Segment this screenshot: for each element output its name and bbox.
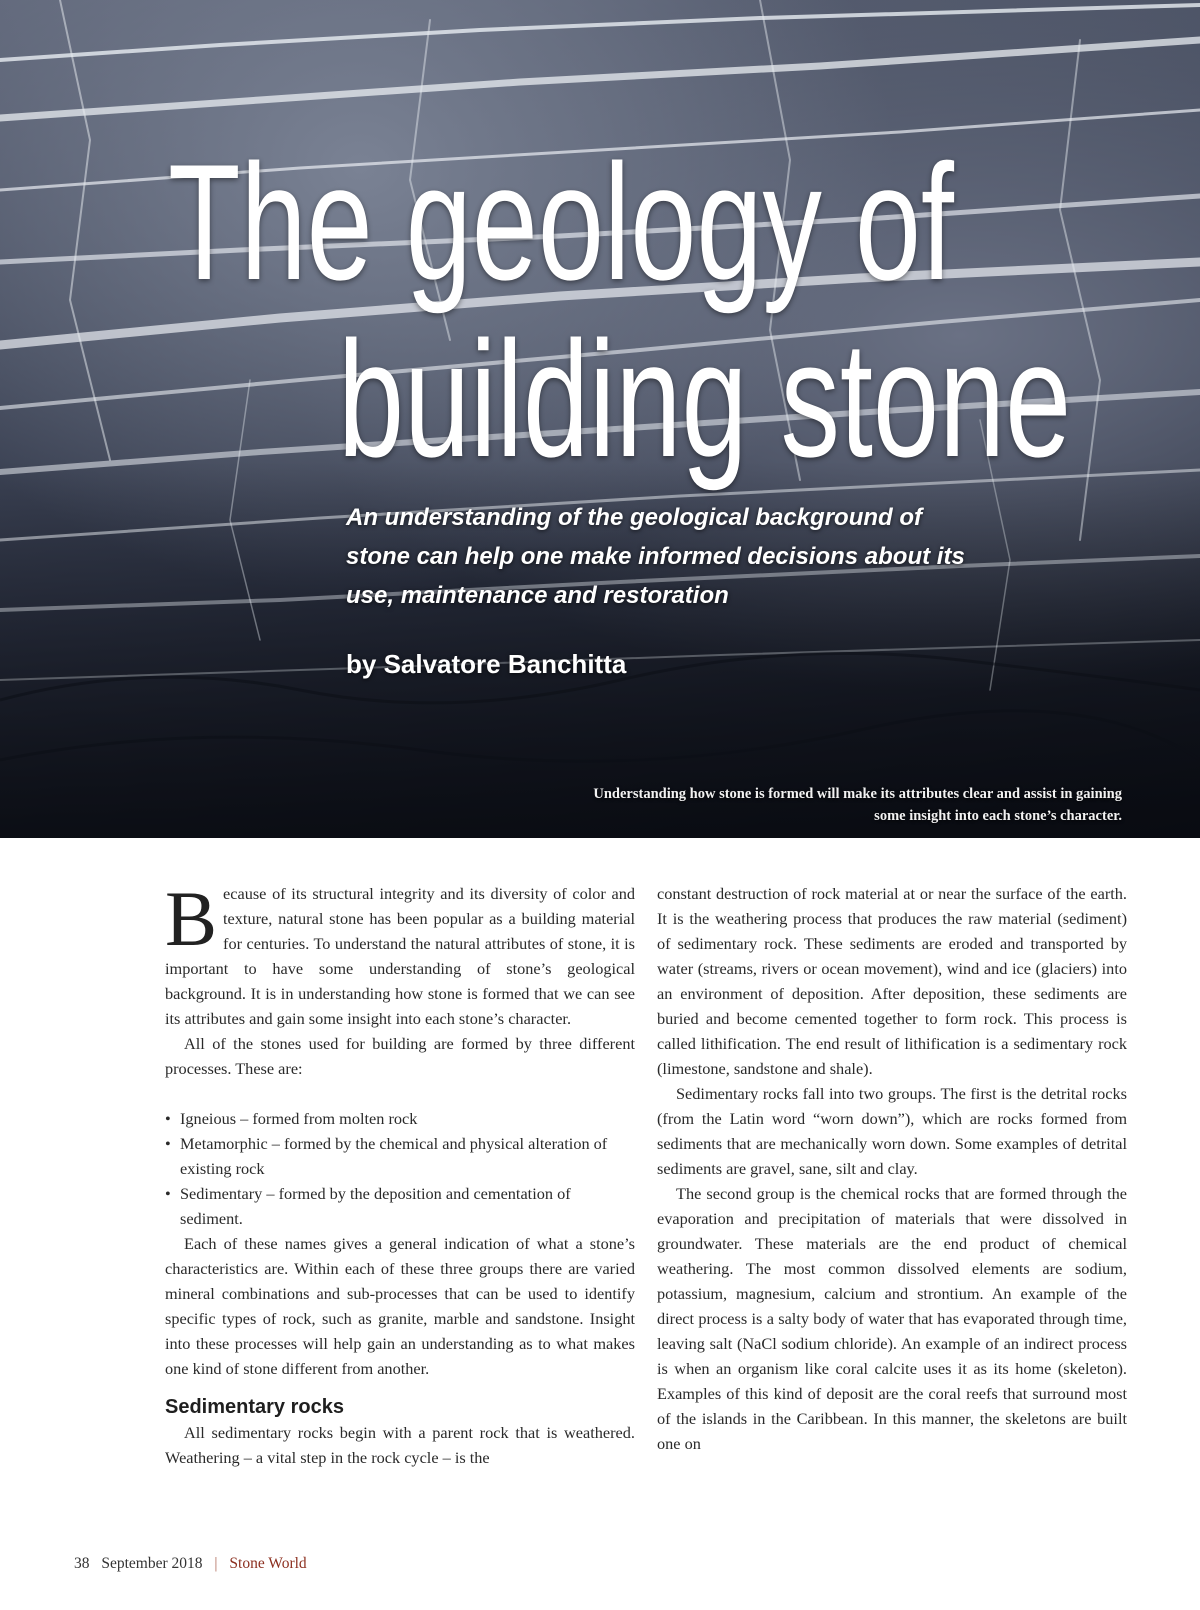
author-byline: by Salvatore Banchitta [346,649,627,679]
article-title-line-1: The geology of [168,130,954,314]
list-item: • Metamorphic – formed by the chemical and physical alteration of existing rock [165,1131,635,1181]
paragraph: constant destruction of rock material at or near the surface of the earth. It is the weathering process that produces the raw material (sediment) of sedimentary rock. These sediments are eroded and transported by water (streams, rivers or ocean movement), wind and ice (glaciers) into an environment of deposition. After deposition, these sediments are buried and become cemented together to form rock. This process is called lithification. The end result of lithification is a sedimentary rock (limestone, sandstone and shale). [657,884,1127,1078]
article-column-right [657,881,1127,1456]
section-heading: Sedimentary rocks [165,1396,344,1418]
paragraph: Sedimentary rocks fall into two groups. The first is the detrital rocks (from the Latin word “worn down”), which are rocks formed from sediments that are mechanically worn down. Some examples of detrital sediments are gravel, sane, silt and clay. [657,1084,1127,1178]
process-list [165,1106,635,1231]
page-number: 38 [74,1555,90,1572]
list-item: • Igneious – formed from molten rock [165,1106,635,1131]
paragraph: The second group is the chemical rocks that are formed through the evaporation and precipitation of materials that were dissolved in groundwater. These materials are the end product of chemical weathering. The most common dissolved elements are sodium, potassium, magnesium, calcium and strontium. An example of the direct process is a salty body of water that has evaporated through time, leaving salt (NaCl sodium chloride). An example of an indirect process is when an organism like coral calcite uses it as its home (skeleton). Examples of this kind of deposit are the coral reefs that surround most of the islands in the Caribbean. In this manner, the skeletons are built one on [657,1184,1127,1453]
publication-name: Stone World [229,1555,307,1572]
drop-cap: B [165,875,218,962]
intro-paragraph-text: ecause of its structural integrity and its diversity of color and texture, natural stone has been popular as a building material for centuries. To understand the natural attributes of stone, it is important to have some understanding of stone’s geological background. It is in understanding how stone is formed that we can see its attributes and gain some insight into each stone’s character. [165,884,635,1028]
paragraph: All sedimentary rocks begin with a parent rock that is weathered. Weathering – a vital step in the rock cycle – is the [165,1423,635,1467]
article-column-left [165,875,635,1470]
intro-paragraph [165,875,635,1031]
article-subtitle: An understanding of the geological background of stone can help one make informed decisions about its use, maintenance and restoration [346,504,965,609]
article-title-line-2: building stone [338,307,1072,491]
photo-caption: Understanding how stone is formed will make its attributes clear and assist in gaining some insight into each stone’s character. [593,786,1122,824]
paragraph: Each of these names gives a general indication of what a stone’s characteristics are. Within each of these three groups there are varied mineral combinations and sub-processes that can be used to identify specific types of rock, such as granite, marble and sandstone. Insight into these processes will help gain an understanding as to what makes one kind of stone different from another. [165,1234,635,1378]
issue-date: September 2018 [101,1555,203,1572]
list-item: • Sedimentary – formed by the deposition and cementation of sediment. [165,1181,635,1231]
page-footer [74,1555,307,1573]
footer-separator: | [214,1555,218,1572]
paragraph: All of the stones used for building are formed by three different processes. These are: [165,1034,635,1078]
